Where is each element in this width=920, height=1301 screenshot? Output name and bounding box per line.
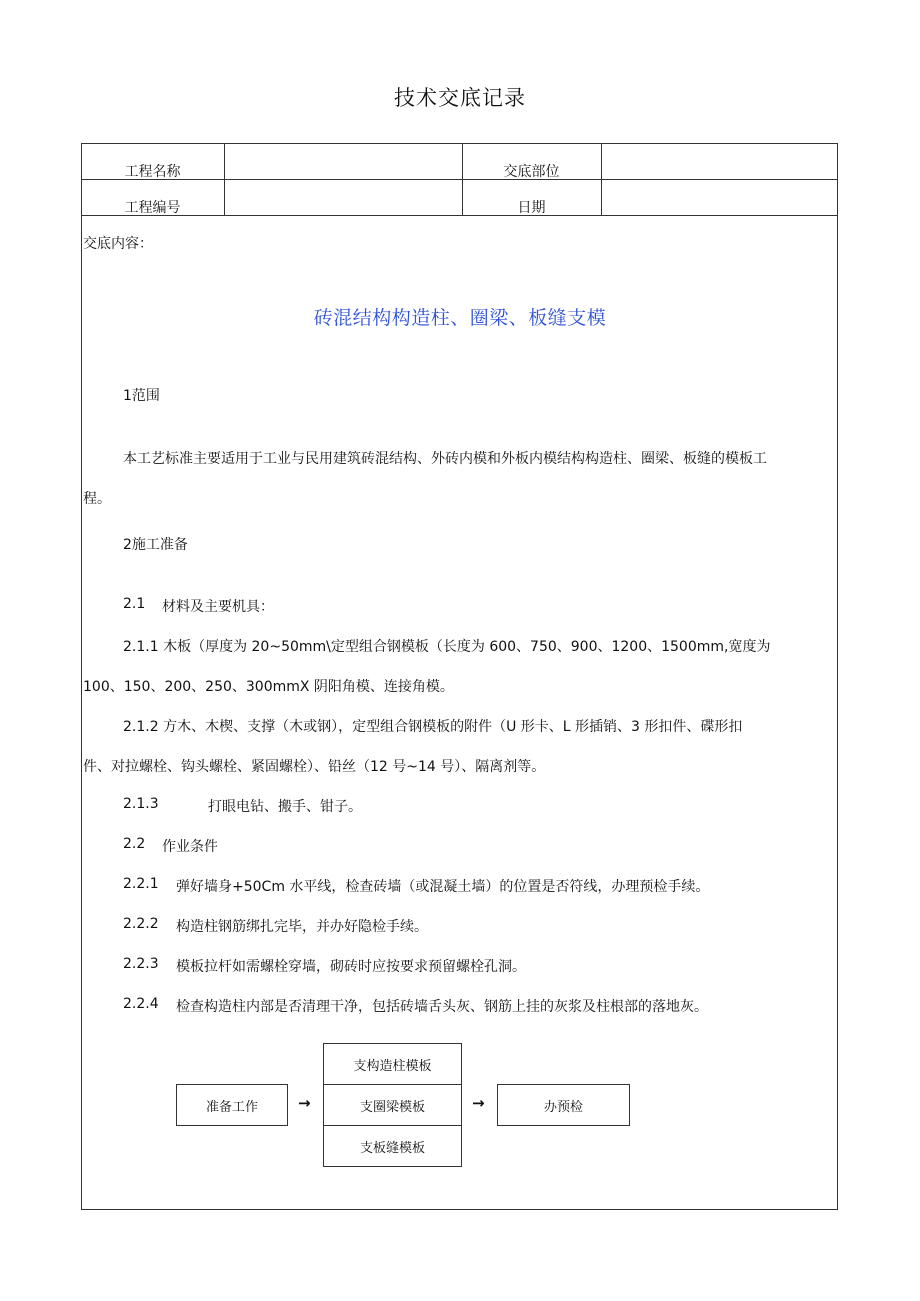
flow-label-beam: 支圈梁模板 bbox=[359, 1099, 425, 1115]
section-2-1-1-line1: 2.1.1 木板（厚度为 20~50mm\定型组合钢模板（长度为 600、750、900、1200、1500mm,宽度为 bbox=[123, 639, 771, 655]
project-number-value bbox=[225, 180, 461, 214]
section-2-2-3-number: 2.2.3 bbox=[123, 956, 159, 972]
project-number-label: 工程编号 bbox=[124, 200, 181, 216]
content-label: 交底内容： bbox=[83, 236, 153, 252]
flow-box-beam-formwork bbox=[323, 1084, 462, 1126]
date-label: 日期 bbox=[517, 200, 546, 216]
disclosure-part-value bbox=[602, 144, 837, 178]
section-2-2-4-number: 2.2.4 bbox=[123, 996, 159, 1012]
section-2-1-3-number: 2.1.3 bbox=[123, 796, 159, 812]
section-2-2-2-text: 构造柱钢筋绑扎完毕，并办好隐检手续。 bbox=[176, 919, 428, 935]
section-2-2-number: 2.2 bbox=[123, 836, 146, 852]
section-1-heading: 1范围 bbox=[123, 388, 160, 404]
section-2-1-2-line2: 件、对拉螺栓、钩头螺栓、紧固螺栓）、铅丝（12 号~14 号）、隔离剂等。 bbox=[83, 759, 546, 775]
page-title: 技术交底记录 bbox=[394, 86, 526, 110]
section-2-heading: 2施工准备 bbox=[123, 537, 188, 553]
section-2-1-number: 2.1 bbox=[123, 596, 146, 612]
section-1-body-line1: 本工艺标准主要适用于工业与民用建筑砖混结构、外砖内模和外板内模结构构造柱、圈梁、板缝的模板工 bbox=[123, 451, 767, 467]
document-title: 砖混结构构造柱、圈梁、板缝支模 bbox=[313, 307, 607, 329]
project-name-label: 工程名称 bbox=[124, 164, 181, 180]
flow-label-inspect: 办预检 bbox=[543, 1099, 583, 1115]
disclosure-part-label: 交底部位 bbox=[503, 164, 560, 180]
flow-label-prepare: 准备工作 bbox=[205, 1099, 258, 1115]
section-2-2-3-text: 模板拉杆如需螺栓穿墙，砌砖时应按要求预留螺栓孔洞。 bbox=[176, 959, 526, 975]
flow-label-column: 支构造柱模板 bbox=[353, 1058, 432, 1074]
flow-arrow-icon: → bbox=[472, 1094, 485, 1112]
section-2-2-2-number: 2.2.2 bbox=[123, 916, 159, 932]
flow-arrow-icon: → bbox=[298, 1094, 311, 1112]
date-value bbox=[602, 180, 837, 214]
section-2-1-1-line2: 100、150、200、250、300mmX 阴阳角模、连接角模。 bbox=[83, 679, 454, 695]
section-2-1-text: 材料及主要机具： bbox=[162, 599, 274, 615]
flow-box-slab-formwork bbox=[323, 1125, 462, 1167]
flow-box-inspect bbox=[497, 1084, 630, 1126]
section-1-body-line2: 程。 bbox=[83, 491, 111, 507]
flow-box-prepare bbox=[176, 1084, 288, 1126]
section-2-2-4-text: 检查构造柱内部是否清理干净，包括砖墙舌头灰、钢筋上挂的灰浆及柱根部的落地灰。 bbox=[176, 999, 708, 1015]
flow-box-column-formwork bbox=[323, 1043, 462, 1085]
flow-label-slab: 支板缝模板 bbox=[359, 1140, 425, 1156]
section-2-1-2-line1: 2.1.2 方木、木楔、支撑（木或钢），定型组合钢模板的附件（U 形卡、L 形插销、3 形扣件、碟形扣 bbox=[123, 719, 743, 735]
section-2-2-text: 作业条件 bbox=[162, 839, 218, 855]
project-name-value bbox=[225, 144, 461, 178]
section-2-1-3-text: 打眼电钻、搬手、钳子。 bbox=[208, 799, 362, 815]
section-2-2-1-text: 弹好墙身+50Cm 水平线，检查砖墙（或混凝土墙）的位置是否符线，办理预检手续。 bbox=[176, 879, 710, 895]
section-2-2-1-number: 2.2.1 bbox=[123, 876, 159, 892]
